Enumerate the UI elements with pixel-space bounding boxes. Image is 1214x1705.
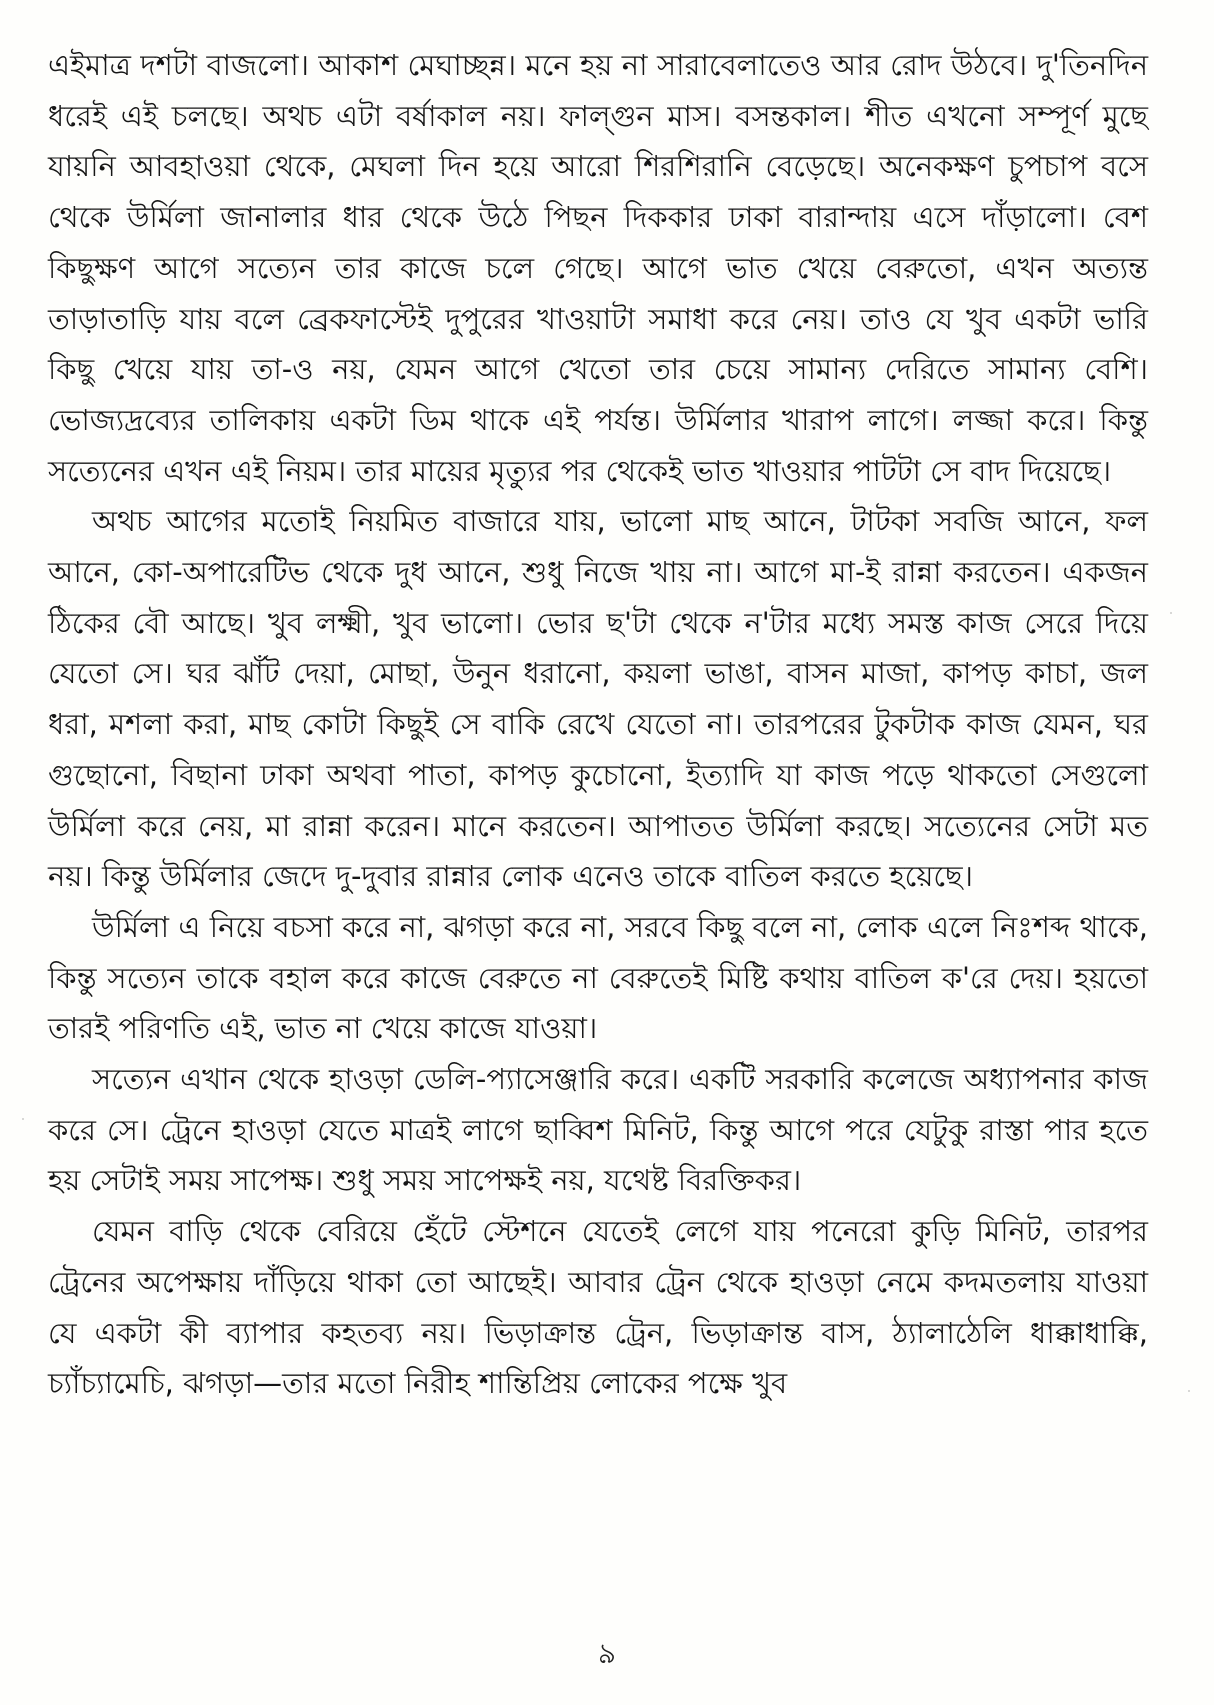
paper-speck: [22, 1118, 24, 1120]
paper-speck: [1170, 612, 1172, 614]
paper-speck: [1188, 1390, 1190, 1392]
paragraph-4: সত্যেন এখান থেকে হাওড়া ডেলি-প্যাসেঞ্জারি করে। একটি সরকারি কলেজে অধ্যাপনার কাজ করে সে। ট্রেনে হাওড়া যেতে মাত্রই লাগে ছাব্বিশ মিনিট, কিন্তু আগে পরে যেটুকু রাস্তা পার হতে হয় সেটাই সময় সাপেক্ষ। শুধু সময় সাপেক্ষই নয়, যথেষ্ট বিরক্তিকর।: [48, 1062, 1148, 1198]
body-text: [48, 40, 1148, 1409]
page-number: ৯: [597, 1637, 617, 1670]
paragraph-5: যেমন বাড়ি থেকে বেরিয়ে হেঁটে স্টেশনে যেতেই লেগে যায় পনেরো কুড়ি মিনিট, তারপর ট্রেনের অপেক্ষায় দাঁড়িয়ে থাকা তো আছেই। আবার ট্রেন থেকে হাওড়া নেমে কদমতলায় যাওয়া যে একটা কী ব্যাপার কহতব্য নয়। ভিড়াক্রান্ত ট্রেন, ভিড়াক্রান্ত বাস, ঠ্যালাঠেলি ধাক্কাধাক্কি, চ্যাঁচ্যামেচি, ঝগড়া—তার মতো নিরীহ শান্তিপ্রিয় লোকের পক্ষে খুব: [48, 1214, 1148, 1401]
paragraph-3: উর্মিলা এ নিয়ে বচসা করে না, ঝগড়া করে না, সরবে কিছু বলে না, লোক এলে নিঃশব্দ থাকে, কিন্তু সত্যেন তাকে বহাল করে কাজে বেরুতে না বেরুতেই মিষ্টি কথায় বাতিল ক'রে দেয়। হয়তো তারই পরিণতি এই, ভাত না খেয়ে কাজে যাওয়া।: [48, 909, 1148, 1046]
paragraph-2: অথচ আগের মতোই নিয়মিত বাজারে যায়, ভালো মাছ আনে, টাটকা সবজি আনে, ফল আনে, কো-অপারেটিভ থেকে দুধ আনে, শুধু নিজে খায় না। আগে মা-ই রান্না করতেন। একজন ঠিকের বৌ আছে। খুব লক্ষ্মী, খুব ভালো। ভোর ছ'টা থেকে ন'টার মধ্যে সমস্ত কাজ সেরে দিয়ে যেতো সে। ঘর ঝাঁট দেয়া, মোছা, উনুন ধরানো, কয়লা ভাঙা, বাসন মাজা, কাপড় কাচা, জল ধরা, মশলা করা, মাছ কোটা কিছুই সে বাকি রেখে যেতো না। তারপরের টুকটাক কাজ যেমন, ঘর গুছোনো, বিছানা ঢাকা অথবা পাতা, কাপড় কুচোনো, ইত্যাদি যা কাজ পড়ে থাকতো সেগুলো উর্মিলা করে নেয়, মা রান্না করেন। মানে করতেন। আপাতত উর্মিলা করছে। সত্যেনের সেটা মত নয়। কিন্তু উর্মিলার জেদে দু-দুবার রান্নার লোক এনেও তাকে বাতিল করতে হয়েছে।: [48, 504, 1148, 894]
paragraph-1: এইমাত্র দশটা বাজলো। আকাশ মেঘাচ্ছন্ন। মনে হয় না সারাবেলাতেও আর রোদ উঠবে। দু'তিনদিন ধরেই এই চলছে। অথচ এটা বর্ষাকাল নয়। ফাল্গুন মাস। বসন্তকাল। শীত এখনো সম্পূর্ণ মুছে যায়নি আবহাওয়া থেকে, মেঘলা দিন হয়ে আরো শিরশিরানি বেড়েছে। অনেকক্ষণ চুপচাপ বসে থেকে উর্মিলা জানালার ধার থেকে উঠে পিছন দিককার ঢাকা বারান্দায় এসে দাঁড়ালো। বেশ কিছুক্ষণ আগে সত্যেন তার কাজে চলে গেছে। আগে ভাত খেয়ে বেরুতো, এখন অত্যন্ত তাড়াতাড়ি যায় বলে ব্রেকফাস্টেই দুপুরের খাওয়াটা সমাধা করে নেয়। তাও যে খুব একটা ভারি কিছু খেয়ে যায় তা-ও নয়, যেমন আগে খেতো তার চেয়ে সামান্য দেরিতে সামান্য বেশি। ভোজ্যদ্রব্যের তালিকায় একটা ডিম থাকে এই পর্যন্ত। উর্মিলার খারাপ লাগে। লজ্জা করে। কিন্তু সত্যেনের এখন এই নিয়ম। তার মায়ের মৃত্যুর পর থেকেই ভাত খাওয়ার পাটটা সে বাদ দিয়েছে।: [48, 48, 1148, 488]
